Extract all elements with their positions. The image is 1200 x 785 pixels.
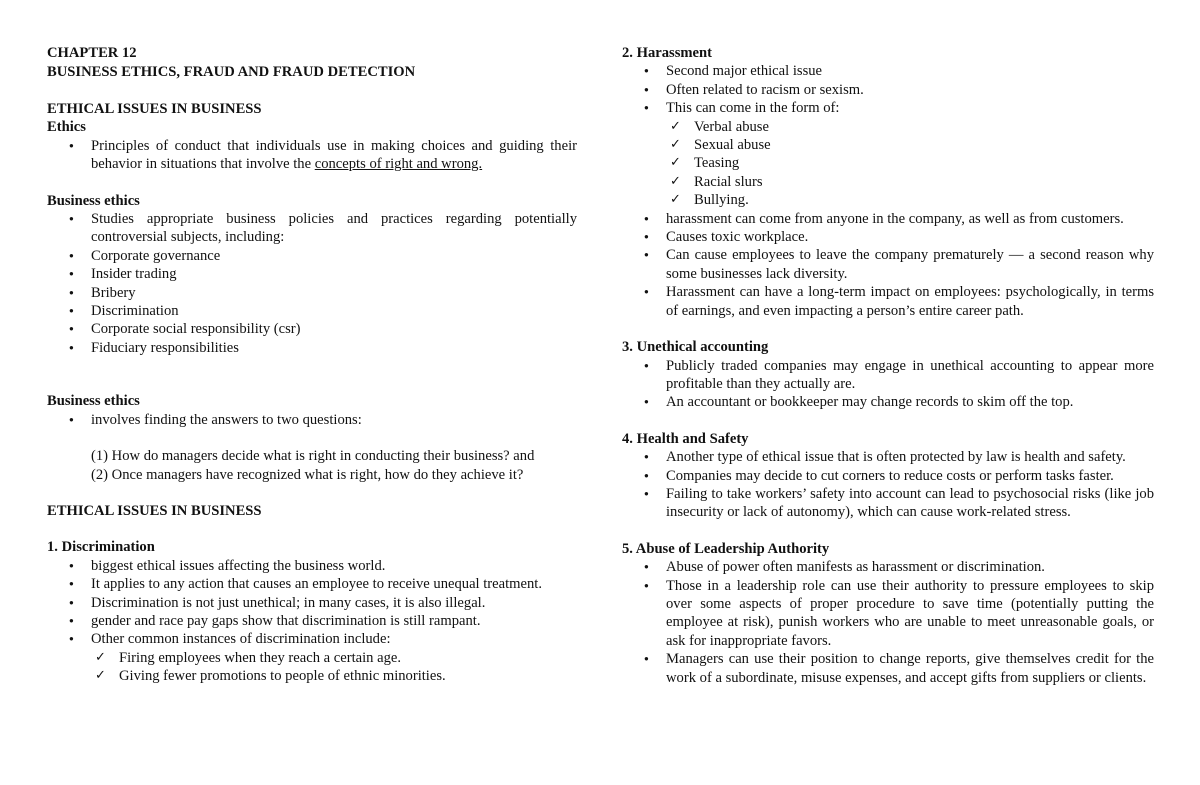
list-item: ● Corporate social responsibility (csr) [47, 320, 577, 338]
business-ethics-list [47, 210, 577, 357]
check-item: ✓ Sexual abuse [622, 136, 1154, 154]
ethics-heading: Ethics [47, 119, 86, 136]
list-item: ● This can come in the form of: [622, 99, 1154, 117]
health-safety-heading: 4. Health and Safety [622, 430, 749, 447]
list-item: ● Bribery [47, 284, 577, 302]
unethical-accounting-heading: 3. Unethical accounting [622, 339, 769, 356]
section-heading-ethical-issues: ETHICAL ISSUES IN BUSINESS [47, 101, 262, 117]
harassment-list [622, 62, 1154, 117]
list-item: ● Insider trading [47, 265, 577, 283]
chapter-number: CHAPTER 12 [47, 45, 137, 61]
list-item: ● It applies to any action that causes an employee to receive unequal treatment. [47, 575, 577, 593]
list-item: ● Discrimination [47, 302, 577, 320]
list-item [47, 137, 577, 174]
question-1: (1) How do managers decide what is right in conducting their business? and [91, 448, 535, 465]
check-item: ✓ Firing employees when they reach a certain age. [47, 649, 577, 667]
business-ethics-heading-2: Business ethics [47, 393, 140, 410]
business-ethics-list-2 [47, 411, 577, 429]
list-item: ● Managers can use their position to change reports, give themselves credit for the work of a subordinate, misuse expenses, and accept gifts from suppliers or clients. [622, 650, 1154, 687]
list-item: ● gender and race pay gaps show that discrimination is still rampant. [47, 612, 577, 630]
harassment-heading: 2. Harassment [622, 45, 712, 61]
accounting-list [622, 357, 1154, 412]
discrimination-check-list [47, 649, 577, 686]
chapter-title: BUSINESS ETHICS, FRAUD AND FRAUD DETECTION [47, 64, 416, 80]
list-item: ● Causes toxic workplace. [622, 228, 1154, 246]
question-2: (2) Once managers have recognized what is right, how do they achieve it? [91, 466, 524, 483]
check-item: ✓ Giving fewer promotions to people of ethnic minorities. [47, 667, 577, 685]
section-heading-ethical-issues-2: ETHICAL ISSUES IN BUSINESS [47, 502, 262, 519]
list-item: ● Another type of ethical issue that is often protected by law is health and safety. [622, 448, 1154, 466]
list-item: ● Second major ethical issue [622, 62, 1154, 80]
list-item: ● Those in a leadership role can use their authority to pressure employees to skip over some aspects of proper procedure to save time (potentially putting the employee at risk), punish workers who are unable to meet unreasonable goals, or ask for inappropriate favors. [622, 577, 1154, 651]
left-column [47, 44, 577, 686]
check-item: ✓ Verbal abuse [622, 118, 1154, 136]
check-item: ✓ Teasing [622, 154, 1154, 172]
list-item: ● Failing to take workers’ safety into account can lead to psychosocial risks (like job insecurity or lack of autonomy), which can cause work-related stress. [622, 485, 1154, 522]
list-item: ● Harassment can have a long-term impact on employees: psychologically, in terms of earnings, and even impacting a person’s entire career path. [622, 283, 1154, 320]
harassment-check-list [622, 118, 1154, 210]
list-item: ● Often related to racism or sexism. [622, 81, 1154, 99]
ethics-list [47, 137, 577, 174]
list-item: ● involves finding the answers to two questions: [47, 411, 577, 429]
list-item: ● Fiduciary responsibilities [47, 339, 577, 357]
abuse-leadership-heading: 5. Abuse of Leadership Authority [622, 540, 830, 557]
check-item: ✓ Bullying. [622, 191, 1154, 209]
list-item: ● Corporate governance [47, 247, 577, 265]
list-item: ● Abuse of power often manifests as harassment or discrimination. [622, 558, 1154, 576]
list-item: ● Can cause employees to leave the company prematurely — a second reason why some businesses lack diversity. [622, 246, 1154, 283]
discrimination-list [47, 557, 577, 649]
discrimination-heading: 1. Discrimination [47, 539, 155, 556]
abuse-leadership-list [622, 558, 1154, 687]
list-item: ● biggest ethical issues affecting the business world. [47, 557, 577, 575]
right-column [622, 44, 1154, 687]
harassment-list-2 [622, 210, 1154, 320]
ethics-definition: Principles of conduct that individuals use in making choices and guiding their behavior in situations that involve the [91, 137, 577, 173]
list-item: ● An accountant or bookkeeper may change records to skim off the top. [622, 393, 1154, 411]
check-item: ✓ Racial slurs [622, 173, 1154, 191]
list-item: ● Studies appropriate business policies and practices regarding potentially controversial subjects, including: [47, 210, 577, 247]
business-ethics-heading: Business ethics [47, 192, 140, 209]
list-item: ● Publicly traded companies may engage in unethical accounting to appear more profitable than they actually are. [622, 357, 1154, 394]
list-item: ● Other common instances of discrimination include: [47, 630, 577, 648]
list-item: ● harassment can come from anyone in the company, as well as from customers. [622, 210, 1154, 228]
list-item: ● Discrimination is not just unethical; in many cases, it is also illegal. [47, 594, 577, 612]
health-safety-list [622, 448, 1154, 522]
list-item: ● Companies may decide to cut corners to reduce costs or perform tasks faster. [622, 467, 1154, 485]
right-and-wrong-underlined: concepts of right and wrong. [314, 156, 483, 173]
